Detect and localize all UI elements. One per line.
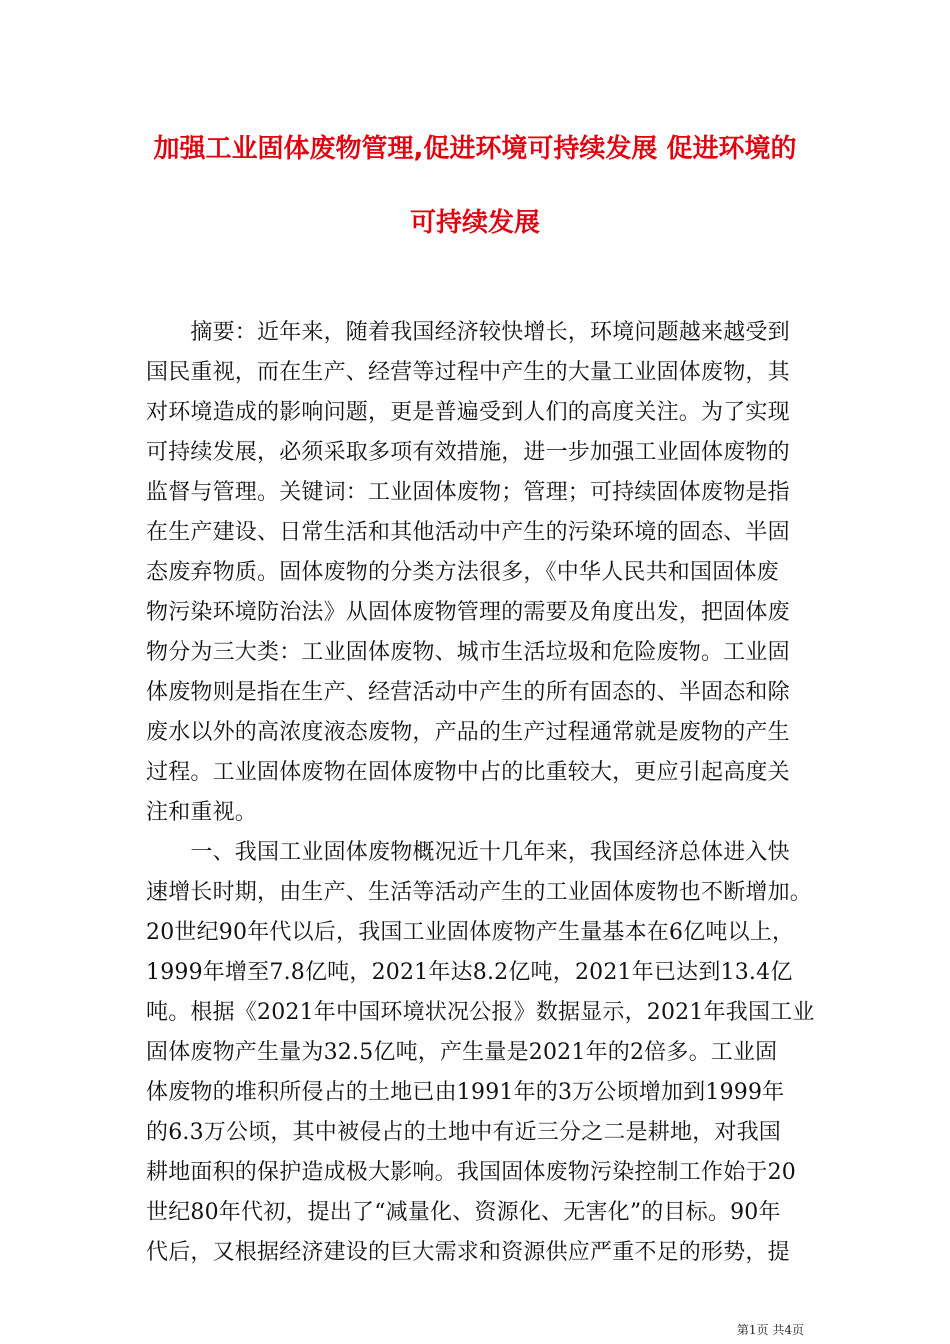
text-line: 物污染环境防治法》从固体废物管理的需要及角度出发，把固体废 [146, 600, 790, 625]
text-line: 过程。工业固体废物在固体废物中占的比重较大，更应引起高度关 [146, 760, 790, 785]
text-line: 国民重视，而在生产、经营等过程中产生的大量工业固体废物，其 [146, 360, 790, 385]
text-line: 1999年增至7.8亿吨，2021年达8.2亿吨，2021年已达到13.4亿 [146, 960, 793, 985]
text-line: 体废物的堆积所侵占的土地已由1991年的3万公顷增加到1999年 [146, 1080, 785, 1105]
text-line: 废水以外的高浓度液态废物，产品的生产过程通常就是废物的产生 [146, 720, 790, 745]
text-line: 注和重视。 [146, 800, 258, 825]
text-line: 的6.3万公顷，其中被侵占的土地中有近三分之二是耕地，对我国 [146, 1120, 781, 1145]
title-line-2: 可持续发展 [409, 208, 540, 238]
text-line: 20世纪90年代以后，我国工业固体废物产生量基本在6亿吨以上， [146, 920, 795, 945]
title-line-1: 加强工业固体废物管理,促进环境可持续发展 促进环境的 [153, 134, 797, 164]
text-line: 物分为三大类：工业固体废物、城市生活垃圾和危险废物。工业固 [146, 640, 790, 665]
text-line: 吨。根据《2021年中国环境状况公报》数据显示，2021年我国工业 [146, 1000, 815, 1025]
text-line: 耕地面积的保护造成极大影响。我国固体废物污染控制工作始于20 [146, 1160, 796, 1185]
text-line: 监督与管理。关键词：工业固体废物；管理；可持续固体废物是指 [146, 480, 790, 505]
text-line: 摘要：近年来，随着我国经济较快增长，环境问题越来越受到 [146, 320, 790, 345]
text-line: 世纪80年代初，提出了“减量化、资源化、无害化”的目标。90年 [146, 1200, 781, 1225]
page-number: 第1页 共4页 [736, 1323, 804, 1337]
text-line: 一、我国工业固体废物概况近十几年来，我国经济总体进入快 [146, 840, 790, 865]
text-line: 代后，又根据经济建设的巨大需求和资源供应严重不足的形势，提 [146, 1240, 790, 1265]
text-line: 态废弃物质。固体废物的分类方法很多，《中华人民共和国固体废 [146, 560, 779, 585]
text-line: 体废物则是指在生产、经营活动中产生的所有固态的、半固态和除 [146, 680, 790, 705]
text-line: 对环境造成的影响问题，更是普遍受到人们的高度关注。为了实现 [146, 400, 790, 425]
text-line: 在生产建设、日常生活和其他活动中产生的污染环境的固态、半固 [146, 520, 790, 545]
text-line: 固体废物产生量为32.5亿吨，产生量是2021年的2倍多。工业固 [146, 1040, 778, 1065]
text-line: 可持续发展，必须采取多项有效措施，进一步加强工业固体废物的 [146, 440, 790, 465]
text-line: 速增长时期，由生产、生活等活动产生的工业固体废物也不断增加。 [146, 880, 813, 905]
